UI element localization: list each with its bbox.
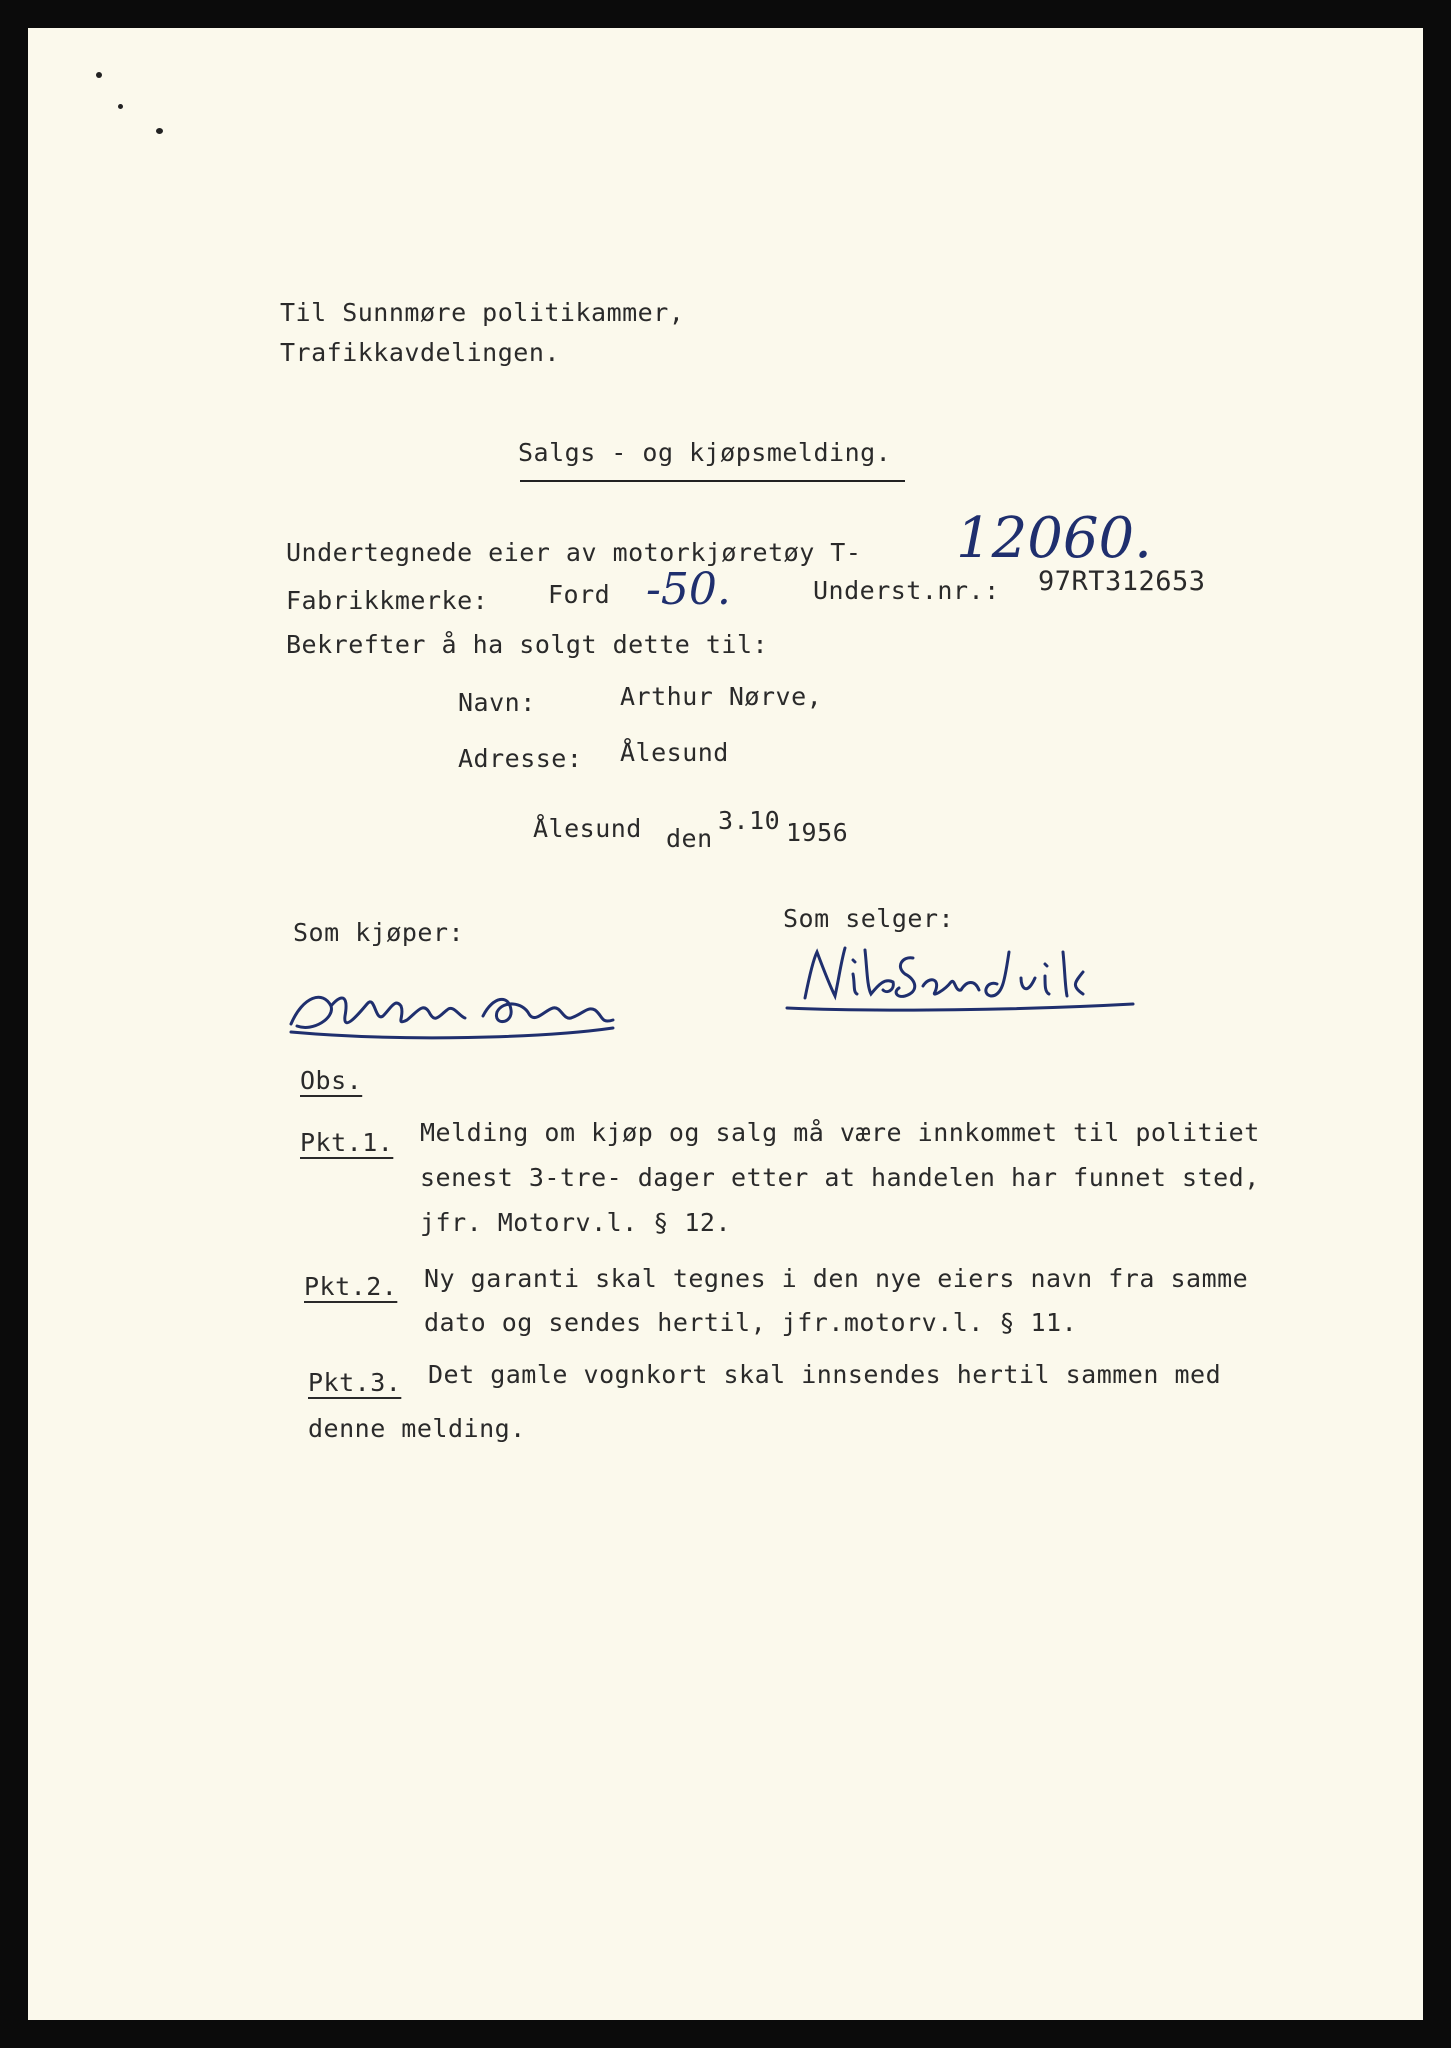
registration-number: 12060.	[956, 506, 1152, 571]
make-value: Ford	[548, 580, 611, 609]
buyer-name-label: Navn:	[458, 688, 536, 717]
date-label: den	[666, 824, 713, 853]
place: Ålesund	[533, 814, 642, 843]
point-2-line-2: dato og sendes hertil, jfr.motorv.l. § 11.	[424, 1308, 1078, 1337]
chassis-label: Underst.nr.:	[813, 576, 1000, 605]
ink-speck	[118, 104, 123, 109]
buyer-address-label: Adresse:	[458, 744, 583, 773]
point-2-label: Pkt.2.	[304, 1272, 398, 1301]
buyer-label: Som kjøper:	[293, 918, 465, 947]
make-label: Fabrikkmerke:	[286, 586, 489, 615]
model-year: -50.	[646, 564, 731, 615]
buyer-address-value: Ålesund	[620, 738, 729, 767]
owner-label: Undertegnede eier av motorkjøretøy T-	[286, 538, 862, 567]
point-1-line-2: senest 3-tre- dager etter at handelen har funnet sted,	[420, 1163, 1260, 1192]
point-3-line-2: denne melding.	[308, 1414, 526, 1443]
recipient-line-1: Til Sunnmøre politikammer,	[280, 298, 685, 327]
obs-label: Obs.	[300, 1066, 363, 1095]
year-value: 1956	[786, 818, 849, 847]
point-2-line-1: Ny garanti skal tegnes i den nye eiers navn fra samme	[424, 1264, 1249, 1293]
seller-label: Som selger:	[783, 904, 955, 933]
point-1-label: Pkt.1.	[300, 1128, 394, 1157]
buyer-name-value: Arthur Nørve,	[620, 682, 823, 711]
recipient-line-2: Trafikkavdelingen.	[280, 338, 560, 367]
point-1-line-3: jfr. Motorv.l. § 12.	[420, 1208, 732, 1237]
ink-speck	[156, 128, 163, 134]
document-title: Salgs - og kjøpsmelding.	[518, 438, 892, 467]
date-value: 3.10	[718, 806, 781, 835]
chassis-number: 97RT312653	[1038, 566, 1206, 597]
buyer-signature	[283, 976, 723, 1046]
seller-signature	[783, 938, 1143, 1018]
ink-speck	[96, 72, 102, 78]
title-underline	[520, 480, 905, 482]
point-3-label: Pkt.3.	[308, 1368, 402, 1397]
point-1-line-1: Melding om kjøp og salg må være innkommet til politiet	[420, 1118, 1260, 1147]
document-page	[28, 28, 1423, 2020]
confirm-text: Bekrefter å ha solgt dette til:	[286, 630, 769, 659]
point-3-line-1: Det gamle vognkort skal innsendes hertil sammen med	[428, 1360, 1222, 1389]
